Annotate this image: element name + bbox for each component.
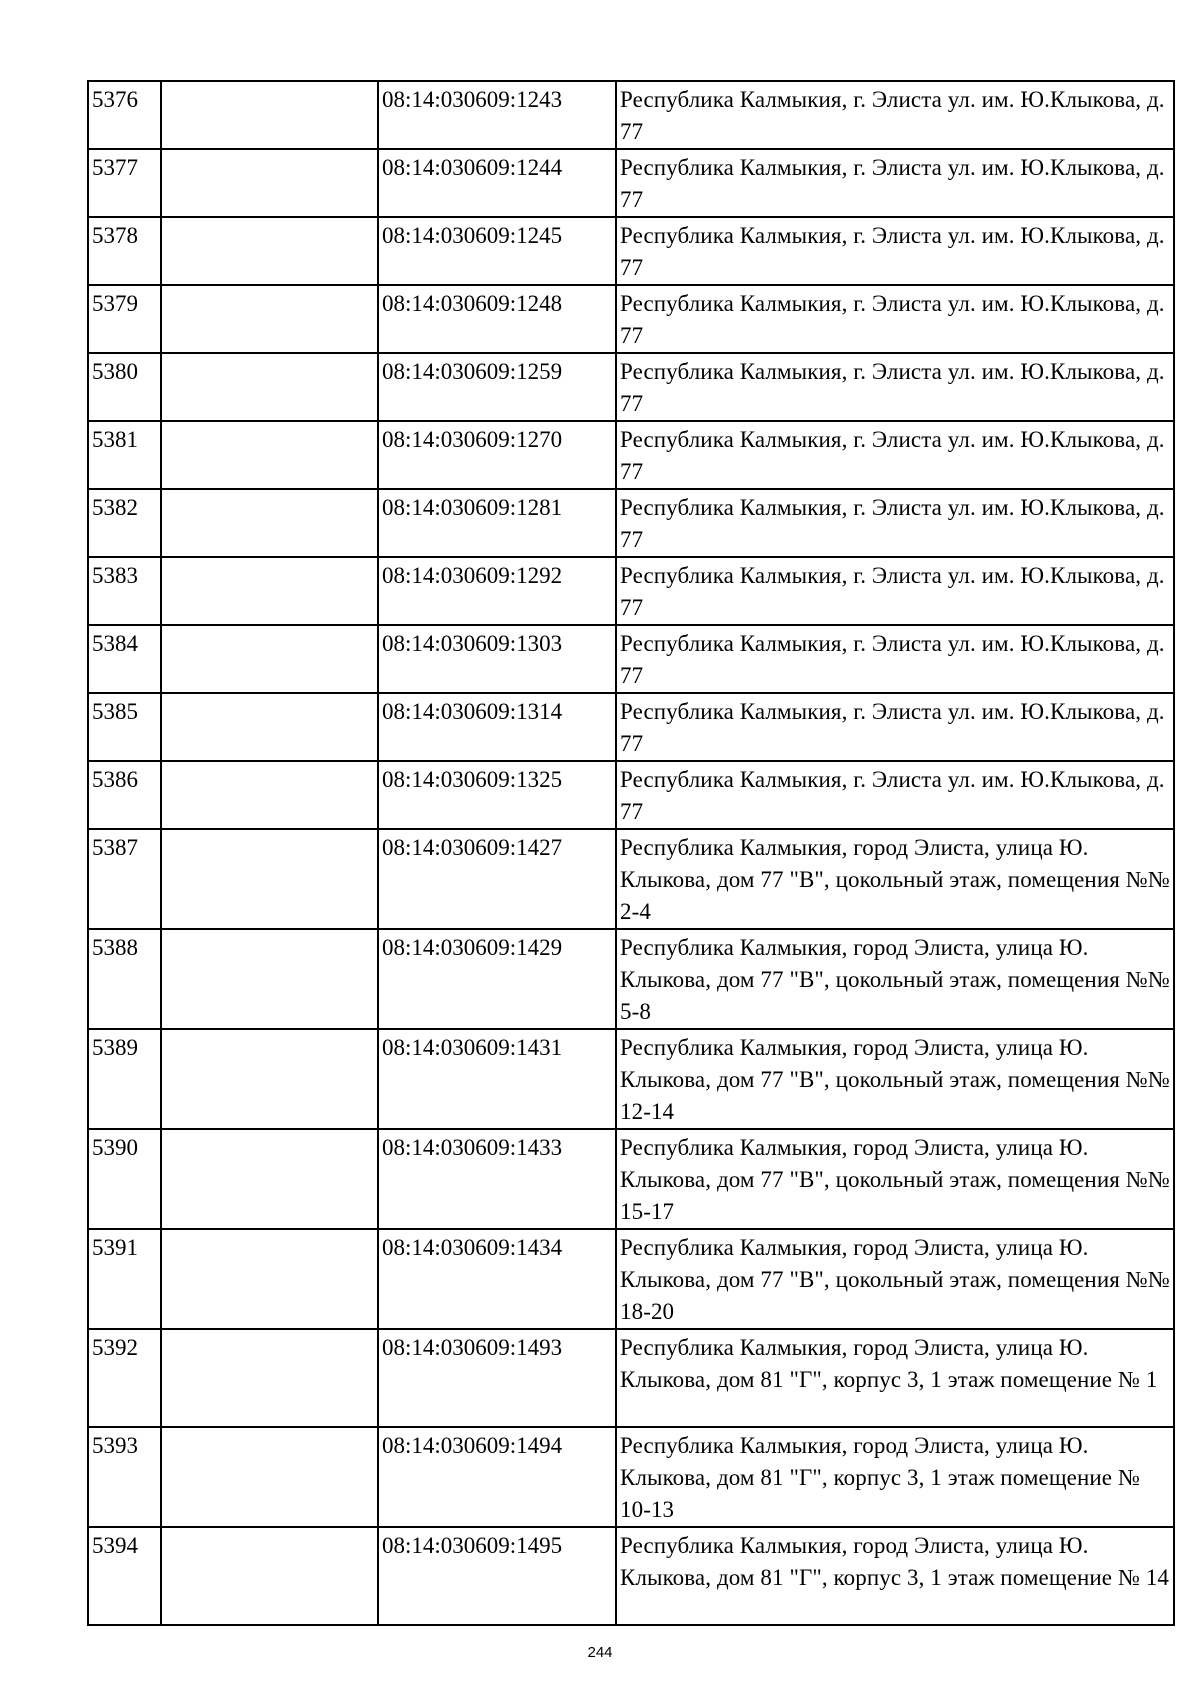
row-number-cell: 5384 <box>88 625 161 693</box>
cadastral-number-cell: 08:14:030609:1495 <box>378 1527 616 1625</box>
address-cell: Республика Калмыкия, г. Элиста ул. им. Ю.Клыкова, д. 77 <box>616 761 1174 829</box>
table-row <box>88 489 1174 557</box>
address-cell: Республика Калмыкия, г. Элиста ул. им. Ю.Клыкова, д. 77 <box>616 693 1174 761</box>
address-cell: Республика Калмыкия, г. Элиста ул. им. Ю.Клыкова, д. 77 <box>616 217 1174 285</box>
table-row <box>88 421 1174 489</box>
cadastral-number-cell: 08:14:030609:1303 <box>378 625 616 693</box>
table-row <box>88 149 1174 217</box>
address-cell: Республика Калмыкия, г. Элиста ул. им. Ю.Клыкова, д. 77 <box>616 81 1174 149</box>
table-row <box>88 693 1174 761</box>
table-row <box>88 217 1174 285</box>
cadastral-number-cell: 08:14:030609:1245 <box>378 217 616 285</box>
cadastral-number-cell: 08:14:030609:1248 <box>378 285 616 353</box>
empty-cell <box>161 557 378 625</box>
empty-cell <box>161 625 378 693</box>
cadastral-number-cell: 08:14:030609:1292 <box>378 557 616 625</box>
row-number-cell: 5378 <box>88 217 161 285</box>
table-body <box>88 81 1174 1625</box>
row-number-cell: 5381 <box>88 421 161 489</box>
cadastral-number-cell: 08:14:030609:1314 <box>378 693 616 761</box>
row-number-cell: 5379 <box>88 285 161 353</box>
row-number-cell: 5382 <box>88 489 161 557</box>
cadastral-number-cell: 08:14:030609:1431 <box>378 1029 616 1129</box>
address-cell: Республика Калмыкия, г. Элиста ул. им. Ю.Клыкова, д. 77 <box>616 149 1174 217</box>
table-row <box>88 1329 1174 1427</box>
cadastral-number-cell: 08:14:030609:1259 <box>378 353 616 421</box>
page-number: 244 <box>587 1644 613 1661</box>
empty-cell <box>161 829 378 929</box>
empty-cell <box>161 217 378 285</box>
row-number-cell: 5389 <box>88 1029 161 1129</box>
address-cell: Республика Калмыкия, город Элиста, улица Ю. Клыкова, дом 77 "В", цокольный этаж, помещения №№ 15-17 <box>616 1129 1174 1229</box>
cadastral-number-cell: 08:14:030609:1243 <box>378 81 616 149</box>
row-number-cell: 5393 <box>88 1427 161 1527</box>
cadastral-number-cell: 08:14:030609:1429 <box>378 929 616 1029</box>
address-cell: Республика Калмыкия, г. Элиста ул. им. Ю.Клыкова, д. 77 <box>616 625 1174 693</box>
cadastral-number-cell: 08:14:030609:1433 <box>378 1129 616 1229</box>
table-row <box>88 285 1174 353</box>
table-row <box>88 1527 1174 1625</box>
table-row <box>88 1129 1174 1229</box>
table-row <box>88 1229 1174 1329</box>
empty-cell <box>161 1329 378 1427</box>
table-row <box>88 829 1174 929</box>
cadastral-number-cell: 08:14:030609:1325 <box>378 761 616 829</box>
empty-cell <box>161 1129 378 1229</box>
row-number-cell: 5391 <box>88 1229 161 1329</box>
empty-cell <box>161 489 378 557</box>
empty-cell <box>161 1527 378 1625</box>
cadastral-number-cell: 08:14:030609:1244 <box>378 149 616 217</box>
address-cell: Республика Калмыкия, город Элиста, улица Ю. Клыкова, дом 81 "Г", корпус 3, 1 этаж помещение № 14 <box>616 1527 1174 1625</box>
table-row <box>88 761 1174 829</box>
row-number-cell: 5380 <box>88 353 161 421</box>
empty-cell <box>161 1029 378 1129</box>
row-number-cell: 5392 <box>88 1329 161 1427</box>
table-row <box>88 625 1174 693</box>
row-number-cell: 5376 <box>88 81 161 149</box>
row-number-cell: 5386 <box>88 761 161 829</box>
empty-cell <box>161 1229 378 1329</box>
table-row <box>88 1029 1174 1129</box>
address-cell: Республика Калмыкия, г. Элиста ул. им. Ю.Клыкова, д. 77 <box>616 285 1174 353</box>
empty-cell <box>161 929 378 1029</box>
address-cell: Республика Калмыкия, город Элиста, улица Ю. Клыкова, дом 77 "В", цокольный этаж, помещения №№ 18-20 <box>616 1229 1174 1329</box>
address-cell: Республика Калмыкия, г. Элиста ул. им. Ю.Клыкова, д. 77 <box>616 557 1174 625</box>
table-row <box>88 1427 1174 1527</box>
empty-cell <box>161 1427 378 1527</box>
cadastral-number-cell: 08:14:030609:1434 <box>378 1229 616 1329</box>
row-number-cell: 5387 <box>88 829 161 929</box>
address-cell: Республика Калмыкия, г. Элиста ул. им. Ю.Клыкова, д. 77 <box>616 489 1174 557</box>
cadastral-number-cell: 08:14:030609:1493 <box>378 1329 616 1427</box>
address-cell: Республика Калмыкия, город Элиста, улица Ю. Клыкова, дом 77 "В", цокольный этаж, помещения №№ 2-4 <box>616 829 1174 929</box>
row-number-cell: 5394 <box>88 1527 161 1625</box>
address-cell: Республика Калмыкия, город Элиста, улица Ю. Клыкова, дом 81 "Г", корпус 3, 1 этаж помещение № 1 <box>616 1329 1174 1427</box>
table-row <box>88 353 1174 421</box>
cadastral-number-cell: 08:14:030609:1494 <box>378 1427 616 1527</box>
row-number-cell: 5383 <box>88 557 161 625</box>
address-cell: Республика Калмыкия, город Элиста, улица Ю. Клыкова, дом 81 "Г", корпус 3, 1 этаж помещение № 10-13 <box>616 1427 1174 1527</box>
row-number-cell: 5390 <box>88 1129 161 1229</box>
property-registry-table <box>87 80 1175 1626</box>
cadastral-number-cell: 08:14:030609:1281 <box>378 489 616 557</box>
table-row <box>88 557 1174 625</box>
table-row <box>88 81 1174 149</box>
table-row <box>88 929 1174 1029</box>
empty-cell <box>161 353 378 421</box>
row-number-cell: 5377 <box>88 149 161 217</box>
cadastral-number-cell: 08:14:030609:1427 <box>378 829 616 929</box>
address-cell: Республика Калмыкия, город Элиста, улица Ю. Клыкова, дом 77 "В", цокольный этаж, помещения №№ 12-14 <box>616 1029 1174 1129</box>
empty-cell <box>161 149 378 217</box>
address-cell: Республика Калмыкия, город Элиста, улица Ю. Клыкова, дом 77 "В", цокольный этаж, помещения №№ 5-8 <box>616 929 1174 1029</box>
empty-cell <box>161 421 378 489</box>
cadastral-number-cell: 08:14:030609:1270 <box>378 421 616 489</box>
address-cell: Республика Калмыкия, г. Элиста ул. им. Ю.Клыкова, д. 77 <box>616 421 1174 489</box>
empty-cell <box>161 81 378 149</box>
row-number-cell: 5385 <box>88 693 161 761</box>
row-number-cell: 5388 <box>88 929 161 1029</box>
address-cell: Республика Калмыкия, г. Элиста ул. им. Ю.Клыкова, д. 77 <box>616 353 1174 421</box>
empty-cell <box>161 693 378 761</box>
empty-cell <box>161 285 378 353</box>
empty-cell <box>161 761 378 829</box>
